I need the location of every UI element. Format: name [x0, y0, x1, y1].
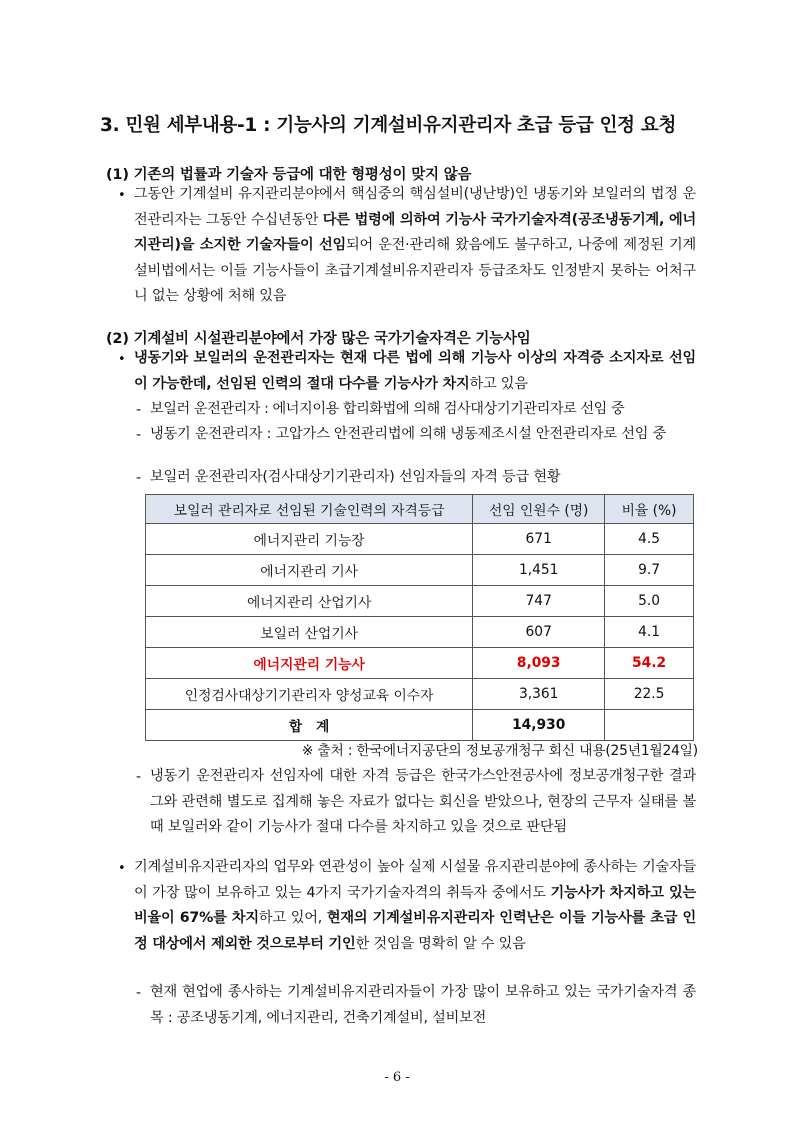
table-cell: 607 — [473, 617, 605, 648]
table-cell: 22.5 — [605, 679, 694, 710]
bullet-marker: • — [118, 352, 126, 367]
text-run-bold: 기능사가 차지하고 있는 비율이 67%를 차지 — [134, 884, 696, 926]
column-header: 비율 (%) — [605, 495, 694, 524]
table-cell: 9.7 — [605, 555, 694, 586]
dash-marker: - — [136, 402, 142, 418]
dash-item-1: 보일러 운전관리자 : 에너지이용 합리화법에 의해 검사대상기기관리자로 선임 중 — [150, 401, 625, 417]
table-total-row — [146, 710, 694, 741]
section-2-heading: (2) 기계설비 시설관리분야에서 가장 많은 국가기술자격은 기능사임 — [106, 331, 531, 347]
table-cell: 인정검사대상기기관리자 양성교육 이수자 — [146, 679, 473, 710]
dash-item-4: 냉동기 운전관리자 선임자에 대한 자격 등급은 한국가스안전공사에 정보공개청구한 결과 그와 관련해 별도로 집계해 놓은 자료가 없다는 회신을 받았으나, 현장의 근무자 실태를 볼 때 보일러와 같이 기능사가 절대 다수를 차지하고 있을 것으로 판단됨 — [150, 768, 696, 835]
dash-item-2: 냉동기 운전관리자 : 고압가스 안전관리법에 의해 냉동제조시설 안전관리자로 선임 중 — [150, 426, 667, 442]
table-cell: 54.2 — [605, 648, 694, 679]
table-row — [146, 524, 694, 555]
table-cell: 합 계 — [146, 710, 473, 741]
section-2-bullet-1 — [134, 346, 696, 397]
text-run-bold: 냉동기와 보일러의 운전관리자는 현재 다른 법에 의해 기능사 이상의 자격증 소지자로 선임이 가능한데, 선임된 인력의 절대 다수를 기능사가 차지 — [134, 350, 696, 392]
dash-item-5: 현재 현업에 종사하는 기계설비유지관리자들이 가장 많이 보유하고 있는 국가기술자격 종목 : 공조냉동기계, 에너지관리, 건축기계설비, 설비보전 — [150, 984, 696, 1026]
table-row — [146, 555, 694, 586]
table-cell — [605, 710, 694, 741]
table-cell: 에너지관리 기사 — [146, 555, 473, 586]
table-cell: 8,093 — [473, 648, 605, 679]
column-header: 선임 인원수 (명) — [473, 495, 605, 524]
table-row — [146, 679, 694, 710]
text-run: 하고 있음 — [469, 375, 528, 392]
table-cell: 4.5 — [605, 524, 694, 555]
text-run: 기계설비유지관리자의 업무와 연관성이 높아 실제 시설물 유지관리분야에 종사하는 기술자들이 가장 많이 보유하고 있는 4가지 국가기술자격의 취득자 중에서도 — [134, 859, 696, 901]
table-cell: 1,451 — [473, 555, 605, 586]
text-run: 그동안 기계설비 유지관리분야에서 핵심중의 핵심설비(냉난방)인 냉동기와 보일러의 법정 운전관리자는 그동안 수십년동안 — [134, 186, 696, 228]
text-run-bold: 다른 법령에 의하여 기능사 국가기술자격(공조냉동기계, 에너지관리)을 소지한 기술자들이 선임 — [134, 211, 696, 253]
table-cell: 보일러 산업기사 — [146, 617, 473, 648]
text-run-bold: 현재의 기계설비유지관리자 인력난은 이들 기능사를 초급 인정 대상에서 제외한 것으로부터 기인 — [134, 910, 696, 952]
page-title: 3. 민원 세부내용-1 : 기능사의 기계설비유지관리자 초급 등급 인정 요청 — [100, 115, 677, 136]
section-1-paragraph — [134, 182, 696, 310]
dash-marker: - — [136, 470, 142, 486]
dash-marker: - — [136, 769, 142, 785]
bullet-marker: • — [118, 861, 126, 876]
bullet-marker: • — [118, 188, 126, 203]
section-2-bullet-2 — [134, 855, 696, 957]
table-cell: 3,361 — [473, 679, 605, 710]
table-cell: 에너지관리 산업기사 — [146, 586, 473, 617]
table-row — [146, 617, 694, 648]
qualification-table — [145, 494, 694, 741]
text-run: 한 것임을 명확히 알 수 있음 — [355, 935, 526, 952]
section-1-heading: (1) 기존의 법률과 기술자 등급에 대한 형평성이 맞지 않음 — [106, 167, 472, 183]
column-header: 보일러 관리자로 선임된 기술인력의 자격등급 — [146, 495, 473, 524]
page-number: - 6 - — [384, 1070, 410, 1085]
dash-item-3: 보일러 운전관리자(검사대상기기관리자) 선임자들의 자격 등급 현황 — [150, 469, 561, 485]
dash-marker: - — [136, 985, 142, 1001]
source-note: ※ 출처 : 한국에너지공단의 정보공개청구 회신 내용(25년1월24일) — [301, 743, 698, 759]
table-cell: 671 — [473, 524, 605, 555]
table-row-highlighted — [146, 648, 694, 679]
table-cell: 에너지관리 기능사 — [146, 648, 473, 679]
text-run: 되어 운전·관리해 왔음에도 불구하고, 나중에 제정된 기계설비법에서는 이들 기능사들이 초급기계설비유지관리자 등급조차도 인정받지 못하는 어처구니 없는 상황에 처해 있음 — [134, 237, 696, 304]
table-cell: 747 — [473, 586, 605, 617]
table-cell: 4.1 — [605, 617, 694, 648]
dash-marker: - — [136, 427, 142, 443]
table-cell: 에너지관리 기능장 — [146, 524, 473, 555]
table-cell: 14,930 — [473, 710, 605, 741]
table-header-row — [146, 495, 694, 524]
table-cell: 5.0 — [605, 586, 694, 617]
table-row — [146, 586, 694, 617]
text-run: 하고 있어, — [258, 910, 327, 926]
